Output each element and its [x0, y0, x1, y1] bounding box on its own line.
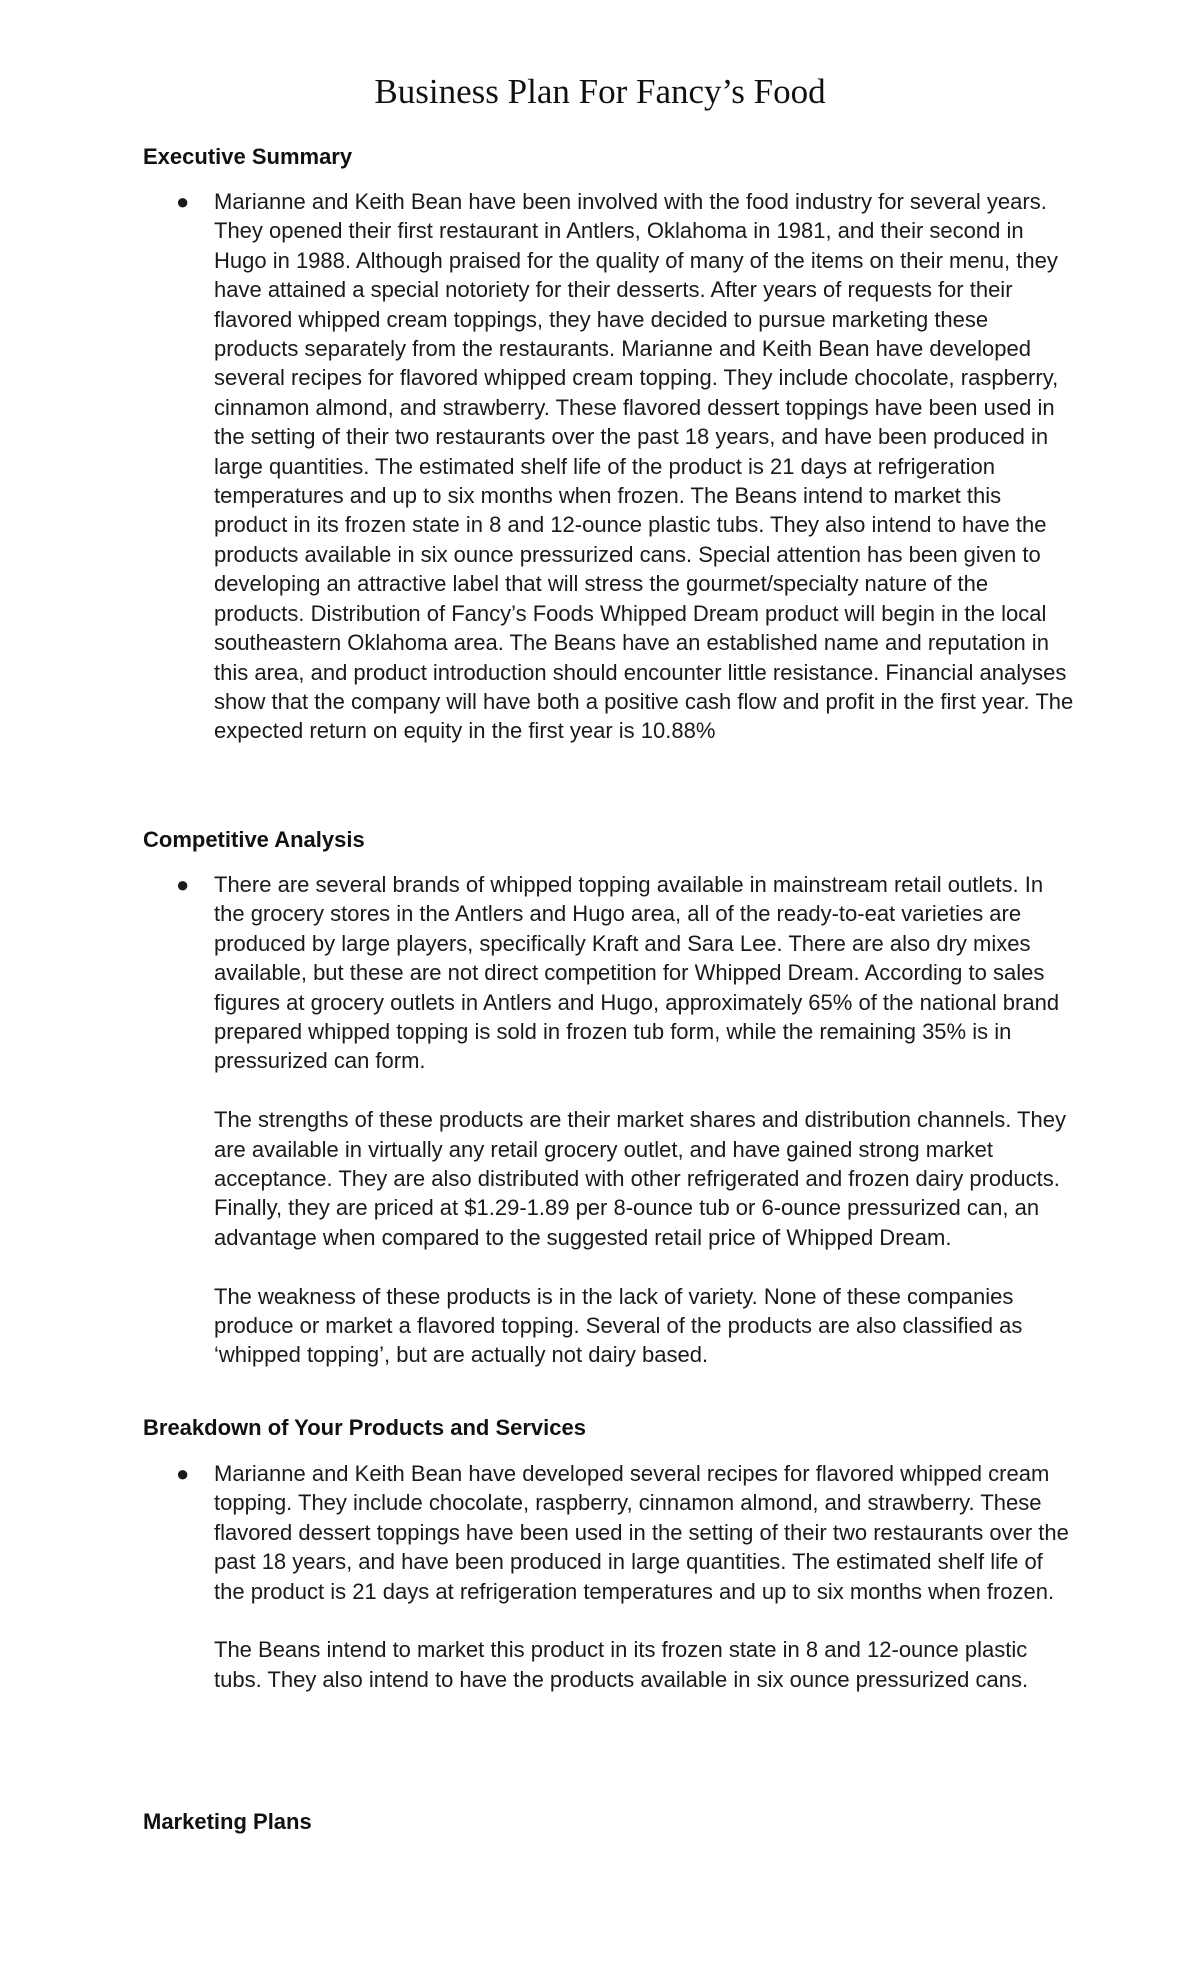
bullet-icon: ● — [176, 189, 190, 214]
paragraph: The weakness of these products is in the lack of variety. None of these companies produce or market a flavored topping. Several of the products are also classified as ‘whipped topping’, but are actually not dairy based. — [214, 1283, 1023, 1368]
paragraph: There are several brands of whipped topping available in mainstream retail outlets. In the grocery stores in the Antlers and Hugo area, all of the ready-to-eat varieties are produced by large players, specifically Kraft and Sara Lee. There are also dry mixes available, but these are not direct competition for Whipped Dream. According to sales figures at grocery outlets in Antlers and Hugo, approximately 65% of the national brand prepared whipped topping is sold in frozen tub form, while the remaining 35% is in pressurized can form. — [214, 872, 1060, 1074]
paragraph: Marianne and Keith Bean have been involved with the food industry for several years. They opened their first restaurant in Antlers, Oklahoma in 1981, and their second in Hugo in 1988. Although praised for the quality of many of the items on their menu, they have attained a special notoriety for their desserts. After years of requests for their flavored whipped cream toppings, they have decided to pursue marketing these products separately from the restaurants. Marianne and Keith Bean have developed several recipes for flavored whipped cream topping. They include chocolate, raspberry, cinnamon almond, and strawberry. These flavored dessert toppings have been used in the setting of their two restaurants over the past 18 years, and have been produced in large quantities. The estimated shelf life of the product is 21 days at refrigeration temperatures and up to six months when frozen. The Beans intend to market this product in its frozen state in 8 and 12-ounce plastic tubs. They also intend to have the products available in six ounce pressurized cans. Special attention has been given to developing an attractive label that will stress the gourmet/specialty nature of the products. Distribution of Fancy’s Foods Whipped Dream product will begin in the local southeastern Oklahoma area. The Beans have an established name and reputation in this area, and product introduction should encounter little resistance. Financial analyses show that the company will have both a positive cash flow and profit in the first year. The expected return on equity in the first year is 10.88% — [214, 189, 1074, 744]
bullet-icon: ● — [176, 872, 190, 897]
section-body-competitive-analysis — [176, 870, 1076, 1370]
paragraph-gap — [176, 1606, 1076, 1635]
paragraph-gap — [176, 1076, 1076, 1105]
section-heading-marketing-plans: Marketing Plans — [143, 1809, 312, 1834]
bullet-item — [176, 1459, 1076, 1606]
paragraph: The Beans intend to market this product in its frozen state in 8 and 12-ounce plastic tubs. They also intend to have the products available in six ounce pressurized cans. — [214, 1637, 1029, 1692]
section-heading-executive-summary: Executive Summary — [143, 144, 353, 169]
bullet-item — [176, 187, 1076, 746]
section-heading-products-and-services: Breakdown of Your Products and Services — [143, 1415, 586, 1440]
section-heading-competitive-analysis: Competitive Analysis — [143, 827, 365, 852]
document-title: Business Plan For Fancy’s Food — [374, 72, 826, 111]
section-body-executive-summary — [176, 187, 1076, 746]
paragraph-gap — [176, 1252, 1076, 1281]
section-body-products-and-services — [176, 1459, 1076, 1694]
bullet-item — [176, 870, 1076, 1076]
bullet-icon: ● — [176, 1461, 190, 1486]
paragraph: Marianne and Keith Bean have developed several recipes for flavored whipped cream topping. They include chocolate, raspberry, cinnamon almond, and strawberry. These flavored dessert toppings have been used in the setting of their two restaurants over the past 18 years, and have been produced in large quantities. The estimated shelf life of the product is 21 days at refrigeration temperatures and up to six months when frozen. — [214, 1461, 1069, 1604]
paragraph: The strengths of these products are their market shares and distribution channels. They are available in virtually any retail grocery outlet, and have gained strong market acceptance. They are also distributed with other refrigerated and frozen dairy products. Finally, they are priced at $1.29-1.89 per 8-ounce tub or 6-ounce pressurized can, an advantage when compared to the suggested retail price of Whipped Dream. — [214, 1107, 1066, 1250]
